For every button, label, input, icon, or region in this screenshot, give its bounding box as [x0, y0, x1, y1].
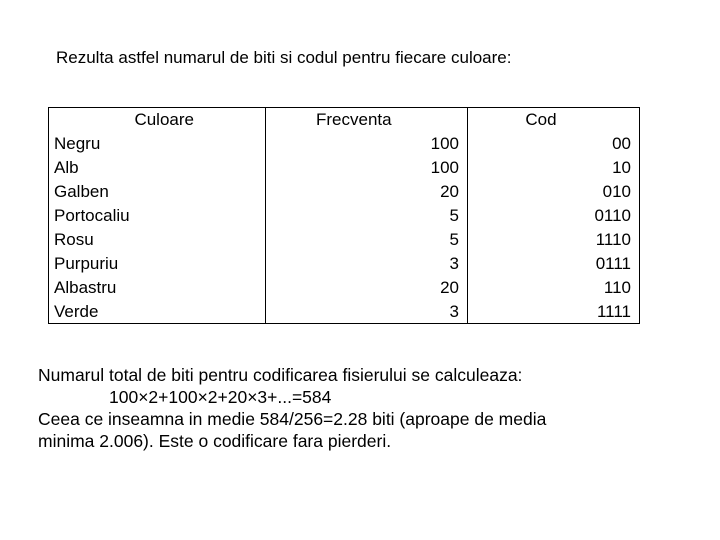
- frequency-cell: 20: [440, 278, 459, 297]
- frequency-cell: 3: [449, 254, 459, 273]
- color-cell: Verde: [54, 302, 99, 321]
- frequency-cell: 5: [449, 230, 459, 249]
- code-cell: 110: [603, 278, 631, 297]
- code-cell: 00: [612, 134, 631, 153]
- frequency-cell: 100: [430, 158, 459, 177]
- color-cell: Purpuriu: [54, 254, 119, 273]
- code-cell: 010: [602, 182, 631, 201]
- code-cell: 0111: [595, 254, 631, 273]
- code-cell: 1111: [596, 302, 631, 321]
- summary-line-3: Ceea ce inseamna in medie 584/256=2.28 biti (aproape de media: [38, 409, 547, 429]
- intro-text: Rezulta astfel numarul de biti si codul pentru ﬁecare culoare:: [56, 48, 512, 67]
- color-cell: Negru: [54, 134, 101, 153]
- color-cell: Rosu: [54, 230, 94, 249]
- summary-line-1: Numarul total de biti pentru codiﬁcarea ﬁsierului se calculeaza:: [38, 365, 523, 385]
- color-cell: Portocaliu: [54, 206, 130, 225]
- frequency-cell: 3: [449, 302, 459, 321]
- header-cod: Cod: [525, 110, 557, 129]
- code-cell: 10: [612, 158, 631, 177]
- frequency-cell: 100: [430, 134, 459, 153]
- summary-paragraph: [38, 364, 546, 452]
- color-cell: Galben: [54, 182, 109, 201]
- column-frecventa: [265, 107, 468, 324]
- summary-formula: 100×2+100×2+20×3+...=584: [109, 387, 332, 407]
- frequency-cell: 20: [440, 182, 459, 201]
- frequency-cell: 5: [449, 206, 459, 225]
- frequency-code-table: [48, 107, 640, 324]
- color-cell: Alb: [54, 158, 79, 177]
- code-cell: 0110: [594, 206, 631, 225]
- column-culoare: [48, 107, 266, 324]
- color-cell: Albastru: [54, 278, 117, 297]
- summary-line-4: minima 2.006). Este o codiﬁcare fara pierderi.: [38, 431, 392, 451]
- header-culoare: Culoare: [134, 110, 194, 129]
- header-frecventa: Frecventa: [316, 110, 392, 129]
- column-cod: [467, 107, 640, 324]
- code-cell: 1110: [595, 230, 631, 249]
